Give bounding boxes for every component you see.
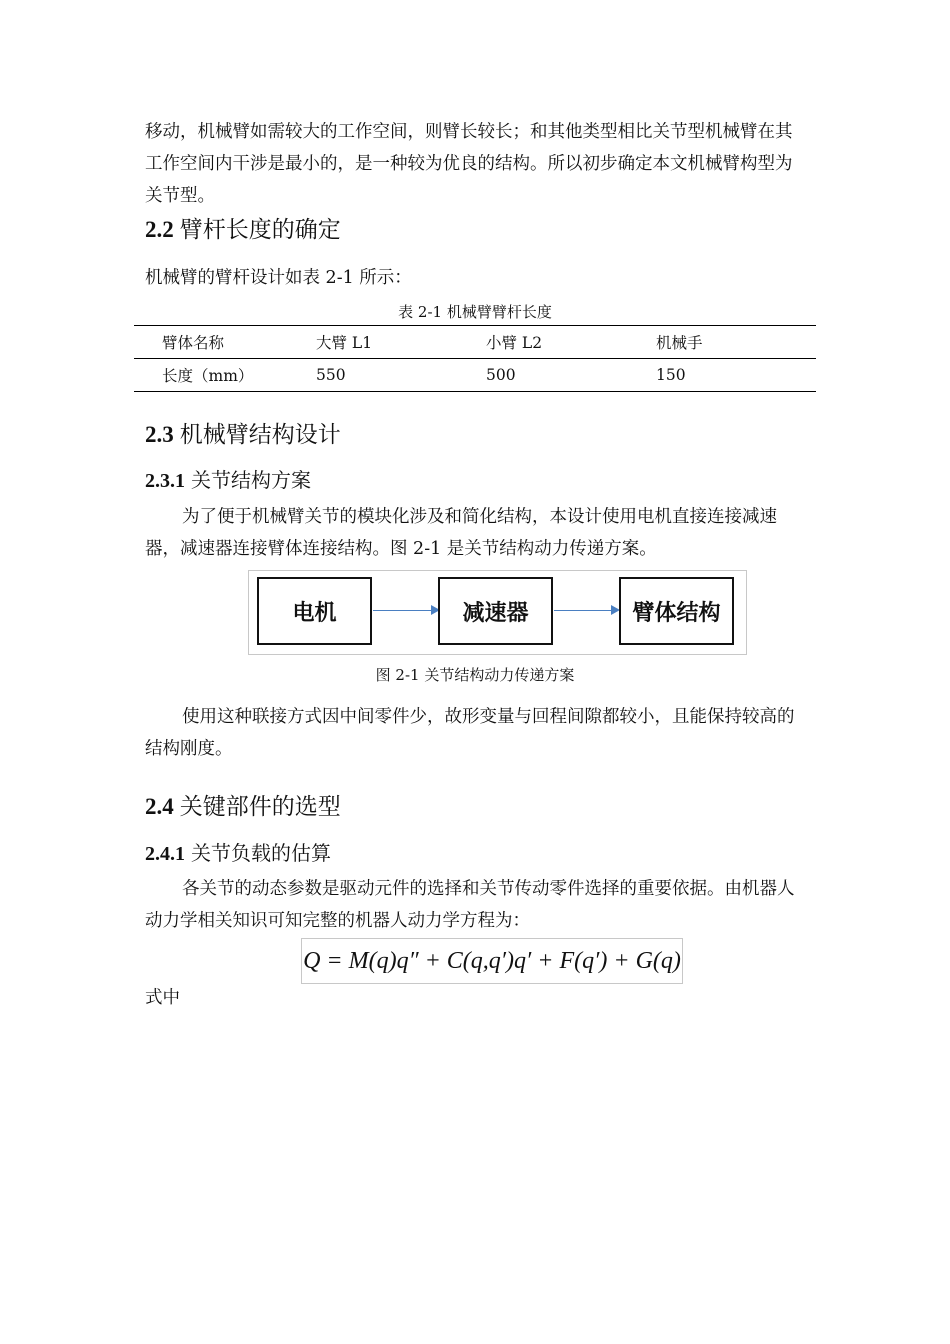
intro-paragraph: 移动，机械臂如需较大的工作空间，则臂长较长；和其他类型相比关节型机械臂在其工作空间内干涉是最小的，是一种较为优良的结构。所以初步确定本文机械臂构型为关节型。: [145, 122, 793, 206]
formula-lead-text: 式中: [145, 988, 180, 1008]
subsection-title: 关节结构方案: [191, 468, 311, 492]
table-cell: 长度（mm）: [162, 367, 254, 385]
table-row: [134, 359, 816, 391]
motor-box: 电机: [257, 577, 372, 645]
section-heading-2-3: [145, 420, 341, 450]
section-heading-2-2: [145, 215, 341, 245]
connection-paragraph: 使用这种联接方式因中间零件少，故形变量与回程间隙都较小，且能保持较高的结构刚度。: [145, 707, 795, 759]
section-title: 机械臂结构设计: [179, 422, 341, 448]
arm-length-table: [134, 325, 816, 392]
reducer-box: 减速器: [438, 577, 553, 645]
subsection-number: 2.4.1: [145, 843, 185, 865]
table-cell: 150: [656, 366, 686, 384]
section-number: 2.2: [145, 217, 174, 242]
table-header-cell: 大臂 L1: [316, 334, 373, 352]
section-number: 2.3: [145, 422, 174, 447]
section-number: 2.4: [145, 794, 174, 819]
table-header-cell: 臂体名称: [162, 334, 225, 352]
subsection-title: 关节负载的估算: [191, 841, 331, 865]
table-cell: 500: [486, 366, 516, 384]
arm-structure-box: 臂体结构: [619, 577, 734, 645]
load-estimation-paragraph: 各关节的动态参数是驱动元件的选择和关节传动零件选择的重要依据。由机器人动力学相关知识可知完整的机器人动力学方程为：: [145, 879, 795, 931]
dynamics-equation: Q = M(q)q″ + C(q,q′)q′ + F(q′) + G(q): [301, 938, 683, 984]
section-title: 关键部件的选型: [179, 794, 341, 820]
arrow-line: [373, 610, 435, 611]
subsection-heading-2-4-1: [145, 839, 331, 868]
table-header-row: [134, 326, 816, 359]
table-header-cell: 机械手: [656, 334, 703, 352]
table-intro-text: 机械臂的臂杆设计如表 2-1 所示：: [145, 268, 412, 288]
section-title: 臂杆长度的确定: [179, 217, 341, 243]
table-caption: 表 2-1 机械臂臂杆长度: [398, 303, 552, 321]
power-transmission-diagram: [248, 570, 747, 655]
figure-caption: 图 2-1 关节结构动力传递方案: [375, 666, 575, 684]
subsection-number: 2.3.1: [145, 470, 185, 492]
table-header-cell: 小臂 L2: [486, 334, 543, 352]
table-cell: 550: [316, 366, 346, 384]
arrow-line: [554, 610, 616, 611]
subsection-heading-2-3-1: [145, 466, 311, 495]
joint-scheme-paragraph: 为了便于机械臂关节的模块化涉及和简化结构，本设计使用电机直接连接减速器，减速器连接臂体连接结构。图 2-1 是关节结构动力传递方案。: [145, 507, 777, 559]
section-heading-2-4: [145, 792, 341, 822]
